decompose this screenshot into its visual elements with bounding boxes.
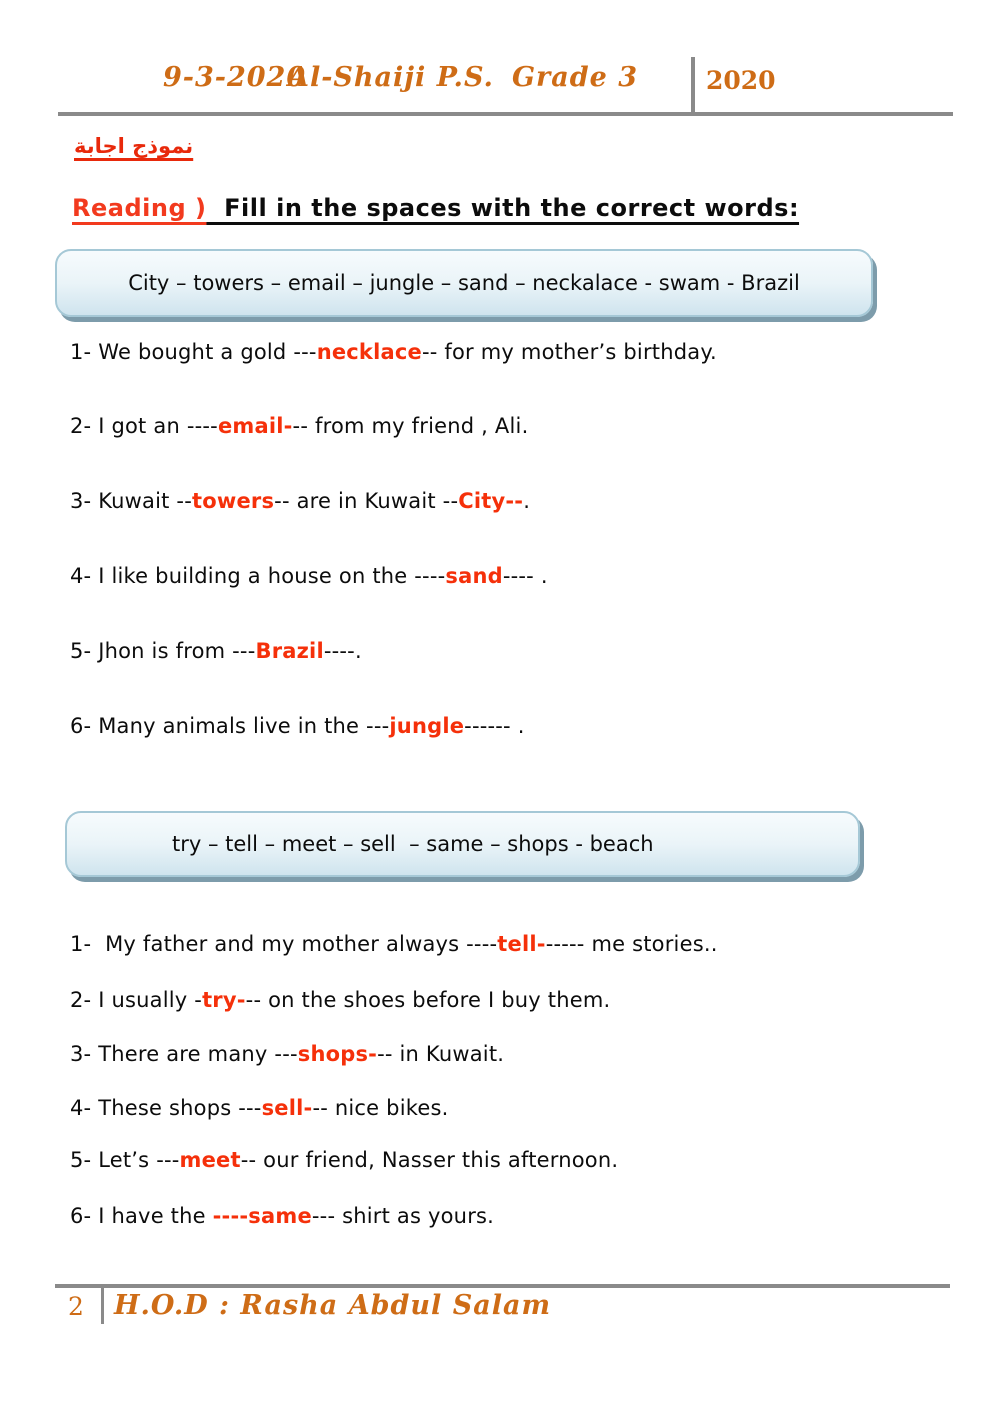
footer-rule bbox=[55, 1284, 950, 1288]
exercise1-sentence-1 bbox=[70, 340, 717, 364]
sentence-text: 6- I have the bbox=[70, 1204, 213, 1228]
footer-hod-signature: H.O.D : Rasha Abdul Salam bbox=[114, 1290, 552, 1321]
answer-word: try- bbox=[202, 988, 246, 1012]
sentence-text: 5- Let’s --- bbox=[70, 1148, 180, 1172]
header-school-name: Al-Shaiji P.S. bbox=[288, 62, 494, 93]
header-divider-line bbox=[691, 57, 695, 116]
section-title-reading: Reading ) bbox=[72, 194, 207, 222]
sentence-text: -- nice bikes. bbox=[312, 1096, 449, 1120]
exercise2-sentence-6 bbox=[70, 1204, 494, 1228]
answer-word: ----same bbox=[212, 1204, 312, 1228]
sentence-text: 4- I like building a house on the ---- bbox=[70, 564, 446, 588]
page-number: 2 bbox=[68, 1292, 84, 1321]
answer-word: sell- bbox=[261, 1096, 313, 1120]
exercise1-sentence-6 bbox=[70, 714, 525, 738]
sentence-text: -- on the shoes before I buy them. bbox=[245, 988, 611, 1012]
sentence-text: 1- We bought a gold --- bbox=[70, 340, 317, 364]
sentence-text: -- for my mother’s birthday. bbox=[421, 340, 717, 364]
sentence-text: . bbox=[523, 489, 531, 513]
exercise2-sentence-1 bbox=[70, 932, 718, 956]
sentence-text: ---- . bbox=[502, 564, 548, 588]
header-grade: Grade 3 bbox=[512, 62, 639, 93]
answer-word: necklace bbox=[316, 340, 422, 364]
sentence-text: -- our friend, Nasser this afternoon. bbox=[240, 1148, 619, 1172]
exercise2-sentence-3 bbox=[70, 1042, 504, 1066]
exercise1-sentence-2 bbox=[70, 414, 528, 438]
answer-word: email- bbox=[217, 414, 293, 438]
exercise2-sentence-2 bbox=[70, 988, 610, 1012]
sentence-text: -- in Kuwait. bbox=[377, 1042, 505, 1066]
answer-word: jungle bbox=[389, 714, 465, 738]
sentence-text: 6- Many animals live in the --- bbox=[70, 714, 390, 738]
exercise1-sentence-5 bbox=[70, 639, 362, 663]
sentence-text: 3- Kuwait -- bbox=[70, 489, 192, 513]
answer-word: shops- bbox=[297, 1042, 378, 1066]
sentence-text: 3- There are many --- bbox=[70, 1042, 298, 1066]
sentence-text: ----- me stories.. bbox=[545, 932, 718, 956]
header-year: 2020 bbox=[706, 66, 776, 95]
answer-word: tell- bbox=[497, 932, 546, 956]
header-date: 9-3-2020 bbox=[163, 62, 307, 93]
answer-word: towers bbox=[192, 489, 275, 513]
exercise1-sentence-3 bbox=[70, 489, 530, 513]
footer-divider-line bbox=[101, 1284, 104, 1324]
sentence-text: 4- These shops --- bbox=[70, 1096, 262, 1120]
word-bank-2 bbox=[65, 811, 860, 877]
answer-word: meet bbox=[179, 1148, 241, 1172]
sentence-text: 1- My father and my mother always ---- bbox=[70, 932, 498, 956]
sentence-text: --- shirt as yours. bbox=[311, 1204, 495, 1228]
sentence-text: 2- I got an ---- bbox=[70, 414, 218, 438]
answer-key-label: نموذج اجابة bbox=[74, 134, 194, 158]
sentence-text: -- are in Kuwait -- bbox=[274, 489, 459, 513]
word-bank-2-words: try – tell – meet – sell – same – shops - beach bbox=[172, 832, 654, 856]
section-title-instruction: Fill in the spaces with the correct words: bbox=[206, 194, 800, 222]
answer-word: sand bbox=[445, 564, 503, 588]
sentence-text: 2- I usually - bbox=[70, 988, 203, 1012]
exercise2-sentence-4 bbox=[70, 1096, 448, 1120]
answer-word: Brazil bbox=[255, 639, 324, 663]
answer-word: City-- bbox=[458, 489, 524, 513]
exercise1-sentence-4 bbox=[70, 564, 548, 588]
section-title bbox=[72, 194, 799, 222]
sentence-text: ------ . bbox=[464, 714, 525, 738]
sentence-text: -- from my friend , Ali. bbox=[292, 414, 529, 438]
word-bank-1-words: City – towers – email – jungle – sand – neckalace - swam - Brazil bbox=[128, 271, 800, 295]
word-bank-1 bbox=[55, 249, 873, 317]
header-rule bbox=[58, 112, 953, 116]
sentence-text: 5- Jhon is from --- bbox=[70, 639, 256, 663]
exercise2-sentence-5 bbox=[70, 1148, 618, 1172]
sentence-text: ----. bbox=[323, 639, 362, 663]
